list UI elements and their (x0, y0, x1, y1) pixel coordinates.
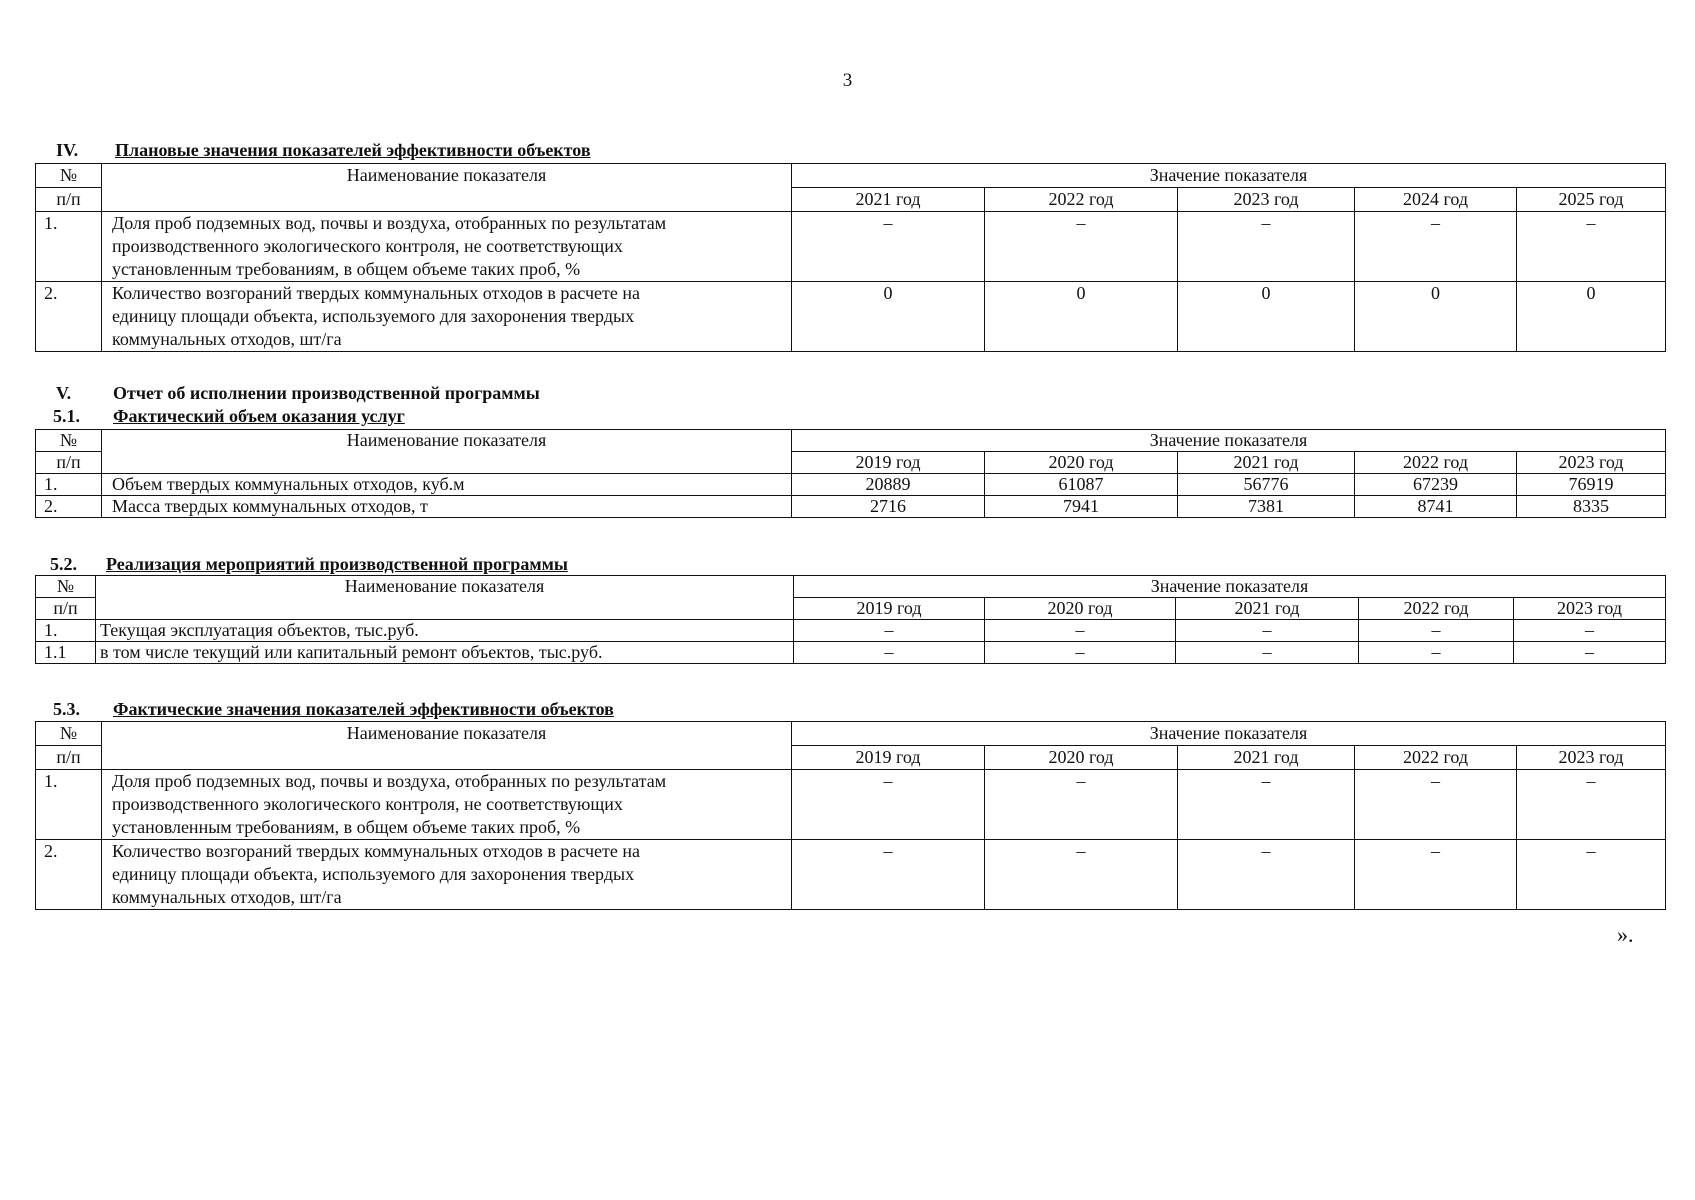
year-header: 2022 год (1359, 598, 1514, 620)
name-header: Наименование показателя (102, 164, 792, 212)
value-cell: – (1176, 642, 1359, 664)
value-header: Значение показателя (792, 430, 1666, 452)
indicator-name: Масса твердых коммунальных отходов, т (102, 496, 792, 518)
table-row (36, 496, 1666, 518)
value-cell: 76919 (1517, 474, 1666, 496)
value-cell: 8741 (1355, 496, 1517, 518)
year-header: 2025 год (1517, 188, 1666, 212)
table-header-row (36, 430, 1666, 452)
section-5-1-heading (53, 405, 405, 427)
year-header: 2022 год (1355, 746, 1517, 770)
name-header: Наименование показателя (96, 576, 794, 620)
indicator-name: в том числе текущий или капитальный ремонт объектов, тыс.руб. (96, 642, 794, 664)
value-cell: – (1359, 642, 1514, 664)
value-cell: 8335 (1517, 496, 1666, 518)
value-cell: 61087 (985, 474, 1178, 496)
pp-header: п/п (36, 598, 96, 620)
year-header: 2019 год (792, 746, 985, 770)
value-header: Значение показателя (792, 722, 1666, 746)
row-number: 2. (36, 496, 102, 518)
pp-header: п/п (36, 452, 102, 474)
table-row (36, 770, 1666, 840)
no-header: № (36, 164, 102, 188)
program-activities-table (35, 575, 1666, 664)
year-header: 2023 год (1517, 746, 1666, 770)
value-cell: 0 (792, 282, 985, 352)
section-5-3-number: 5.3. (53, 699, 80, 719)
year-header: 2019 год (794, 598, 985, 620)
pp-header: п/п (36, 188, 102, 212)
value-cell: 56776 (1178, 474, 1355, 496)
pp-header: п/п (36, 746, 102, 770)
year-header: 2022 год (1355, 452, 1517, 474)
value-header: Значение показателя (792, 164, 1666, 188)
value-cell: 0 (1517, 282, 1666, 352)
year-header: 2023 год (1514, 598, 1666, 620)
table-header-row (36, 722, 1666, 746)
value-cell: 7941 (985, 496, 1178, 518)
indicator-name: Количество возгораний твердых коммунальных отходов в расчете на единицу площади объекта, используемого для захоронения твердых коммунальных отходов, шт/га (102, 840, 792, 910)
section-5-2-number: 5.2. (50, 554, 77, 574)
value-cell: 0 (1178, 282, 1355, 352)
value-cell: – (1359, 620, 1514, 642)
value-cell: – (1514, 620, 1666, 642)
section-4-title: Плановые значения показателей эффективности объектов (115, 140, 591, 160)
year-header: 2021 год (1178, 452, 1355, 474)
value-cell: – (1178, 212, 1355, 282)
value-cell: – (792, 770, 985, 840)
value-cell: – (1176, 620, 1359, 642)
indicator-name: Доля проб подземных вод, почвы и воздуха, отобранных по результатам производственного экологического контроля, не соответствующих установленным требованиям, в общем объеме таких проб, % (102, 212, 792, 282)
table-row (36, 474, 1666, 496)
indicator-name: Доля проб подземных вод, почвы и воздуха, отобранных по результатам производственного экологического контроля, не соответствующих установленным требованиям, в общем объеме таких проб, % (102, 770, 792, 840)
year-header: 2021 год (792, 188, 985, 212)
table-row (36, 282, 1666, 352)
year-header: 2024 год (1355, 188, 1517, 212)
page-number: 3 (842, 70, 853, 91)
year-header: 2021 год (1176, 598, 1359, 620)
value-cell: – (794, 620, 985, 642)
section-5-3-title: Фактические значения показателей эффективности объектов (113, 699, 614, 719)
value-cell: – (985, 620, 1176, 642)
section-5-2-heading (50, 553, 568, 575)
value-cell: – (794, 642, 985, 664)
value-cell: – (1517, 840, 1666, 910)
row-number: 2. (36, 282, 102, 352)
year-header: 2020 год (985, 452, 1178, 474)
no-header: № (36, 722, 102, 746)
value-cell: 7381 (1178, 496, 1355, 518)
value-cell: 67239 (1355, 474, 1517, 496)
year-header: 2020 год (985, 746, 1178, 770)
year-header: 2021 год (1178, 746, 1355, 770)
name-header: Наименование показателя (102, 722, 792, 770)
table-row (36, 840, 1666, 910)
row-number: 1. (36, 212, 102, 282)
section-5-3-heading (53, 698, 614, 720)
row-number: 1. (36, 620, 96, 642)
section-4-number: IV. (56, 140, 79, 160)
section-5-2-title: Реализация мероприятий производственной программы (106, 554, 568, 574)
no-header: № (36, 576, 96, 598)
value-cell: – (1178, 840, 1355, 910)
section-5-1-number: 5.1. (53, 406, 80, 426)
table-row (36, 642, 1666, 664)
value-cell: – (1517, 770, 1666, 840)
value-cell: 2716 (792, 496, 985, 518)
indicator-name: Текущая эксплуатация объектов, тыс.руб. (96, 620, 794, 642)
year-header: 2022 год (985, 188, 1178, 212)
section-5-title: Отчет об исполнении производственной программы (113, 383, 540, 403)
year-header: 2019 год (792, 452, 985, 474)
row-number: 2. (36, 840, 102, 910)
table-row (36, 212, 1666, 282)
section-5-1-title: Фактический объем оказания услуг (113, 406, 405, 426)
year-header: 2023 год (1517, 452, 1666, 474)
no-header: № (36, 430, 102, 452)
value-cell: 0 (985, 282, 1178, 352)
value-cell: – (1517, 212, 1666, 282)
value-cell: – (985, 840, 1178, 910)
value-cell: – (792, 212, 985, 282)
value-header: Значение показателя (794, 576, 1666, 598)
value-cell: – (1514, 642, 1666, 664)
services-volume-table (35, 429, 1666, 518)
section-5-number: V. (56, 383, 72, 403)
table-header-row (36, 576, 1666, 598)
value-cell: – (985, 770, 1178, 840)
actual-indicators-table (35, 721, 1666, 910)
year-header: 2023 год (1178, 188, 1355, 212)
value-cell: – (1355, 840, 1517, 910)
name-header: Наименование показателя (102, 430, 792, 474)
value-cell: 20889 (792, 474, 985, 496)
row-number: 1. (36, 770, 102, 840)
row-number: 1. (36, 474, 102, 496)
year-header: 2020 год (985, 598, 1176, 620)
section-5-heading (56, 382, 540, 404)
indicator-name: Количество возгораний твердых коммунальных отходов в расчете на единицу площади объекта, используемого для захоронения твердых коммунальных отходов, шт/га (102, 282, 792, 352)
value-cell: – (1178, 770, 1355, 840)
value-cell: – (1355, 212, 1517, 282)
section-4-heading (56, 139, 591, 161)
closing-quote: ». (1617, 922, 1634, 947)
indicator-name: Объем твердых коммунальных отходов, куб.м (102, 474, 792, 496)
row-number: 1.1 (36, 642, 96, 664)
table-row (36, 620, 1666, 642)
planned-indicators-table (35, 163, 1666, 352)
value-cell: 0 (1355, 282, 1517, 352)
table-header-row (36, 164, 1666, 188)
value-cell: – (792, 840, 985, 910)
value-cell: – (1355, 770, 1517, 840)
value-cell: – (985, 642, 1176, 664)
value-cell: – (985, 212, 1178, 282)
